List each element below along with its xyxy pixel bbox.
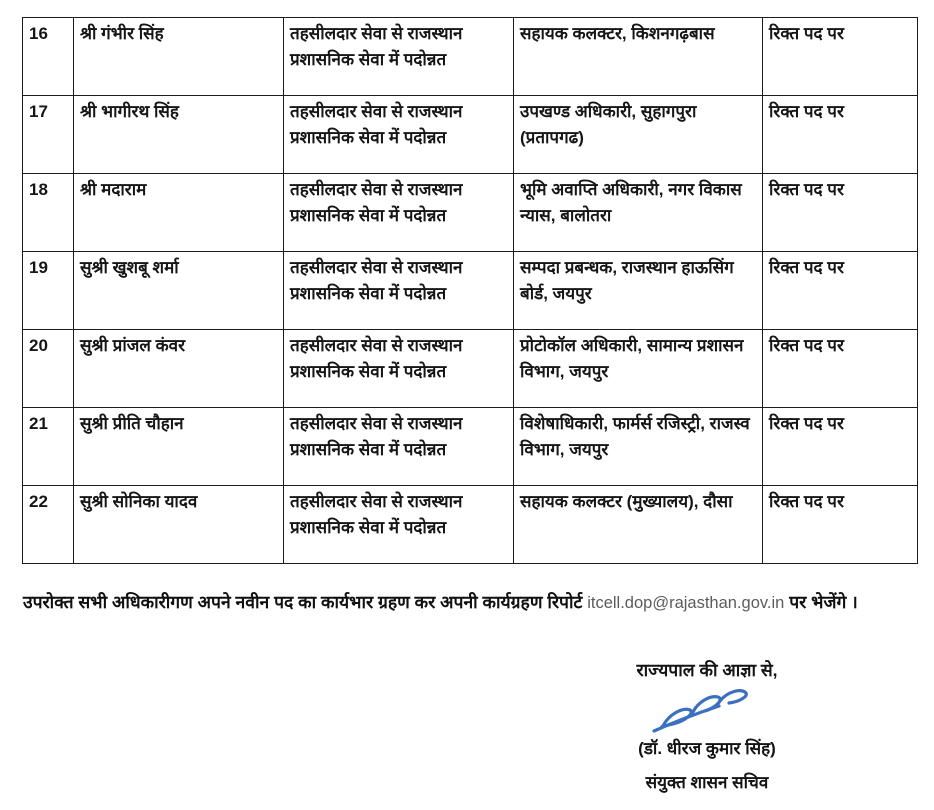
name-cell: सुश्री प्रीति चौहान	[74, 408, 284, 486]
posting-cell: प्रोटोकॉल अधिकारी, सामान्य प्रशासन विभाग, जयपुर	[514, 330, 763, 408]
signatory-designation: संयुक्त शासन सचिव	[645, 773, 769, 792]
remark-cell: रिक्त पद पर	[763, 330, 918, 408]
posting-cell: सम्पदा प्रबन्धक, राजस्थान हाऊसिंग बोर्ड, जयपुर	[514, 252, 763, 330]
remark-cell: रिक्त पद पर	[763, 486, 918, 564]
name-cell: श्री भागीरथ सिंह	[74, 96, 284, 174]
promotion-cell: तहसीलदार सेवा से राजस्थान प्रशासनिक सेवा में पदोन्नत	[284, 252, 514, 330]
name-cell: सुश्री प्रांजल कंवर	[74, 330, 284, 408]
by-order-text: राज्यपाल की आज्ञा से,	[636, 660, 778, 680]
promotion-cell: तहसीलदार सेवा से राजस्थान प्रशासनिक सेवा में पदोन्नत	[284, 18, 514, 96]
note-text-after: पर भेजेंगे ।	[784, 592, 858, 612]
remark-cell: रिक्त पद पर	[763, 174, 918, 252]
table-row	[23, 96, 918, 174]
serial-cell: 18	[23, 174, 74, 252]
table-row	[23, 408, 918, 486]
transfer-order-table	[22, 17, 918, 564]
serial-cell: 19	[23, 252, 74, 330]
table-row	[23, 18, 918, 96]
serial-cell: 20	[23, 330, 74, 408]
name-cell: श्री मदाराम	[74, 174, 284, 252]
posting-cell: उपखण्ड अधिकारी, सुहागपुरा (प्रतापगढ)	[514, 96, 763, 174]
posting-cell: सहायक कलक्टर, किशनगढ़बास	[514, 18, 763, 96]
serial-cell: 21	[23, 408, 74, 486]
promotion-cell: तहसीलदार सेवा से राजस्थान प्रशासनिक सेवा में पदोन्नत	[284, 486, 514, 564]
serial-cell: 22	[23, 486, 74, 564]
name-cell: सुश्री खुशबू शर्मा	[74, 252, 284, 330]
signature-scribble	[590, 683, 824, 735]
signature-block	[590, 658, 824, 793]
signatory-name: (डॉ. धीरज कुमार सिंह)	[638, 739, 776, 758]
posting-cell: विशेषाधिकारी, फार्मर्स रजिस्ट्री, राजस्व विभाग, जयपुर	[514, 408, 763, 486]
promotion-cell: तहसीलदार सेवा से राजस्थान प्रशासनिक सेवा में पदोन्नत	[284, 174, 514, 252]
serial-cell: 17	[23, 96, 74, 174]
email-address: itcell.dop@rajasthan.gov.in	[587, 594, 785, 612]
table-row	[23, 174, 918, 252]
table-row	[23, 486, 918, 564]
posting-cell: भूमि अवाप्ति अधिकारी, नगर विकास न्यास, बालोतरा	[514, 174, 763, 252]
name-cell: श्री गंभीर सिंह	[74, 18, 284, 96]
table-row	[23, 252, 918, 330]
remark-cell: रिक्त पद पर	[763, 408, 918, 486]
table-row	[23, 330, 918, 408]
promotion-cell: तहसीलदार सेवा से राजस्थान प्रशासनिक सेवा में पदोन्नत	[284, 96, 514, 174]
note-text-before: उपरोक्त सभी अधिकारीगण अपने नवीन पद का कार्यभार ग्रहण कर अपनी कार्यग्रहण रिपोर्ट	[23, 592, 588, 612]
posting-cell: सहायक कलक्टर (मुख्यालय), दौसा	[514, 486, 763, 564]
name-cell: सुश्री सोनिका यादव	[74, 486, 284, 564]
promotion-cell: तहसीलदार सेवा से राजस्थान प्रशासनिक सेवा में पदोन्नत	[284, 330, 514, 408]
remark-cell: रिक्त पद पर	[763, 18, 918, 96]
remark-cell: रिक्त पद पर	[763, 96, 918, 174]
promotion-cell: तहसीलदार सेवा से राजस्थान प्रशासनिक सेवा में पदोन्नत	[284, 408, 514, 486]
joining-report-note	[23, 590, 925, 615]
serial-cell: 16	[23, 18, 74, 96]
remark-cell: रिक्त पद पर	[763, 252, 918, 330]
